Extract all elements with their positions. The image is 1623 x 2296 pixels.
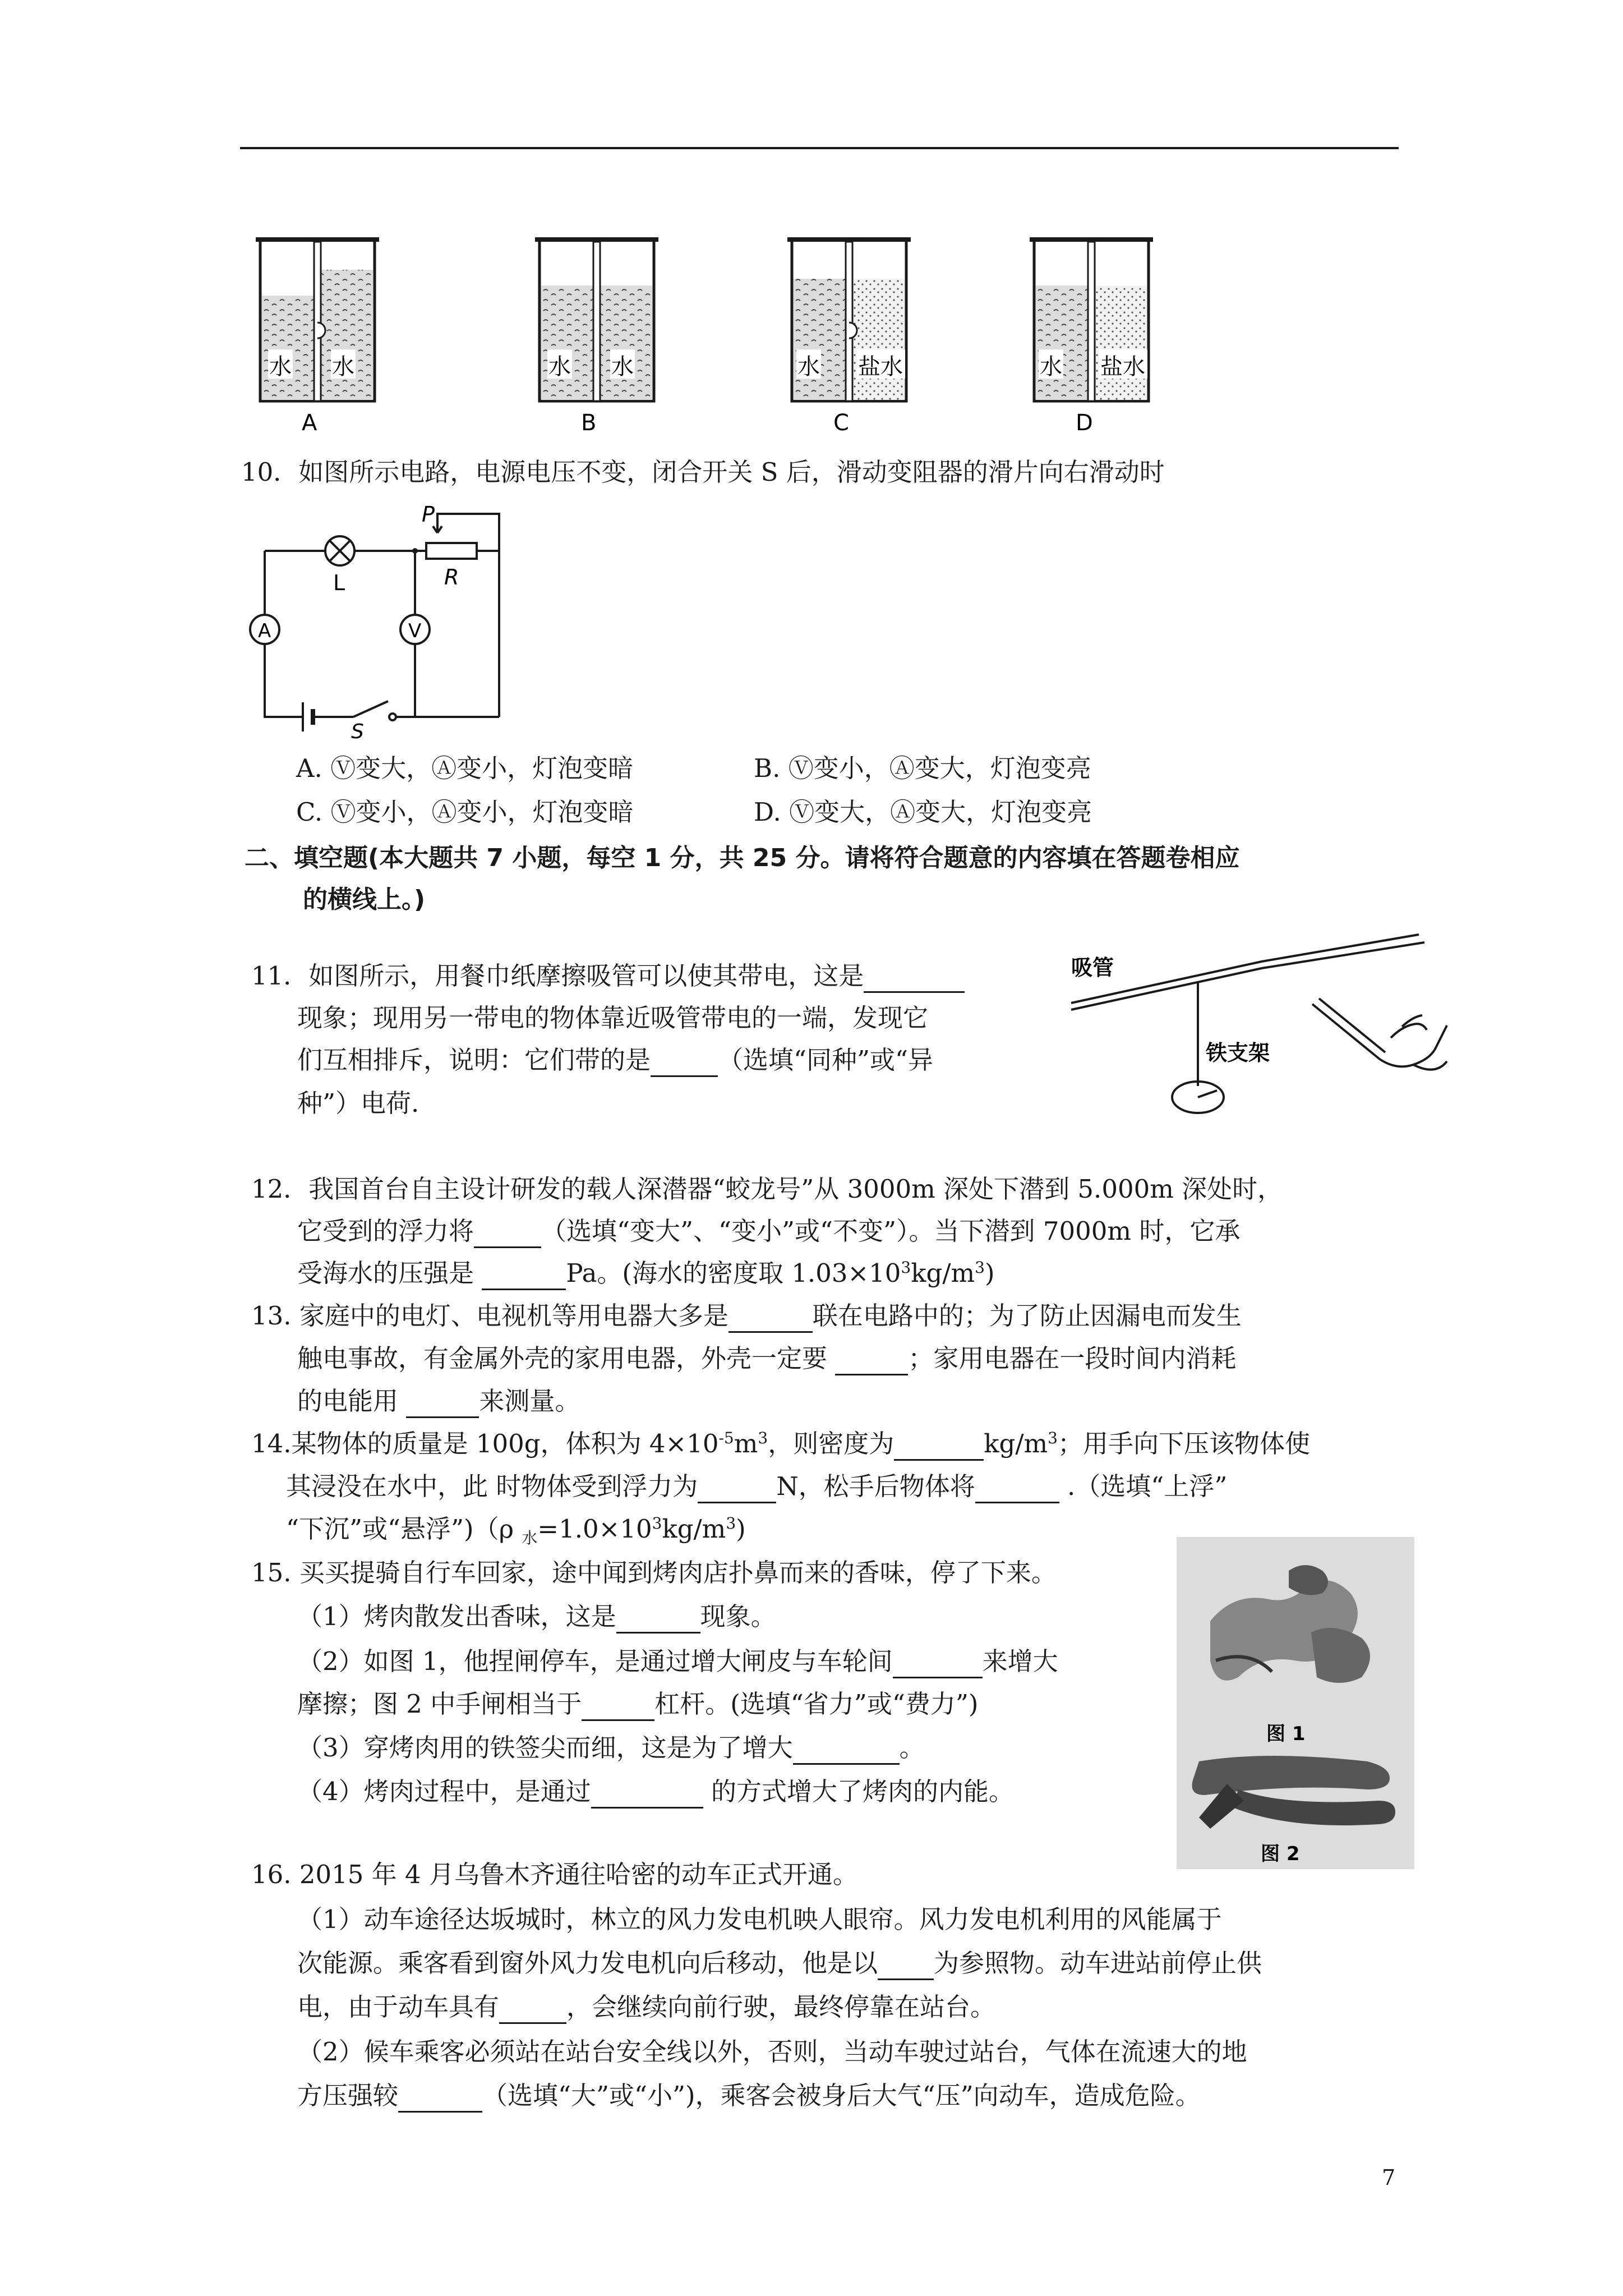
q13-line2: 触电事故，有金属外壳的家用电器，外壳一定要 ；家用电器在一段时间内消耗 (297, 1342, 1236, 1375)
voltmeter-icon: V (408, 620, 422, 642)
page-number: 7 (1382, 2165, 1396, 2190)
beaker-b-left-label: 水 (548, 354, 571, 380)
beaker-d (1030, 237, 1153, 435)
section2-heading-line2: 的横线上。) (303, 885, 426, 914)
q12-line2: 它受到的浮力将 （选填“变大”、“变小”或“不变”）。当下潜到 7000m 时，它承 (297, 1214, 1240, 1248)
stand-label: 铁支架 (1206, 1041, 1270, 1065)
beaker-a-right-label: 水 (332, 354, 354, 380)
q16-line3: 次能源。乘客看到窗外风力发电机向后移动，他是以 为参照物。动车进站前停止供 (297, 1947, 1262, 1980)
beaker-d-right-label: 盐水 (1100, 354, 1145, 380)
beaker-c-left-label: 水 (797, 354, 820, 380)
q15-line5: （3）穿烤肉用的铁签尖而细，这是为了增大 。 (297, 1731, 925, 1765)
q11-line3: 们互相排斥，说明：它们带的是 （选填“同种”或“异 (297, 1043, 933, 1077)
header-rule (240, 147, 1399, 149)
beaker-b (535, 237, 658, 435)
q15-line3: （2）如图 1，他捏闸停车，是通过增大闸皮与车轮间 来增大 (297, 1645, 1058, 1678)
q10-option-b: B. Ⓥ变小，Ⓐ变大，灯泡变亮 (754, 753, 1091, 783)
q15-line2: （1）烤肉散发出香味，这是 现象。 (297, 1600, 776, 1634)
circuit-diagram (241, 505, 533, 740)
beaker-c-right-label: 盐水 (858, 354, 903, 380)
circuit-p-label: P (422, 505, 435, 527)
beaker-d-letter: D (1076, 410, 1093, 435)
q14-line1: 14.某物体的质量是 100g，体积为 $4\times 10^{-5}m^3$，则密度为 $kg/m^3$；用手向下压该物体使 (251, 1427, 1310, 1461)
q16-line2: （1）动车途径达坂城时，林立的风力发电机映人眼帘。风力发电机利用的风能属于 (297, 1904, 1222, 1934)
q16-line5: （2）候车乘客必须站在站台安全线以外，否则，当动车驶过站台，气体在流速大的地 (297, 2037, 1247, 2067)
q14-line3: “下沉”或“悬浮”)（ρ $_水=1.0\times 10^3kg/m^3$) (286, 1514, 746, 1547)
beaker-b-letter: B (581, 410, 597, 435)
circuit-r-label: R (444, 565, 459, 590)
q10-option-c: C. Ⓥ变小，Ⓐ变小，灯泡变暗 (296, 797, 634, 827)
q16-line4: 电，由于动车具有 ，会继续向前行驶，最终停靠在站台。 (297, 1990, 995, 2024)
q11-line2: 现象；现用另一带电的物体靠近吸管带电的一端，发现它 (297, 1003, 929, 1033)
q14-line2: 其浸没在水中，此 时物体受到浮力为 N，松手后物体将 .（选填“上浮” (286, 1470, 1227, 1503)
beaker-b-right-label: 水 (611, 354, 634, 380)
q15-line4: 摩擦；图 2 中手闸相当于 杠杆。(选填“省力”或“费力”) (297, 1687, 978, 1721)
q12-line1: 12．我国首台自主设计研发的载人深潜器“蛟龙号”从 3000m 深处下潜到 5.000m 深处时， (251, 1174, 1283, 1204)
q12-line3: 受海水的压强是 Pa。(海水的密度取 $1.03\times 10^3kg/m^3$) (297, 1257, 995, 1290)
straw-label: 吸管 (1071, 955, 1114, 980)
q10-option-a: A. Ⓥ变大，Ⓐ变小，灯泡变暗 (296, 753, 634, 783)
fig1-label: 图 1 (1266, 1723, 1306, 1745)
q16-line1: 16. 2015 年 4 月乌鲁木齐通往哈密的动车正式开通。 (251, 1860, 858, 1889)
beaker-d-left-label: 水 (1040, 354, 1062, 380)
q13-line3: 的电能用 来测量。 (297, 1384, 580, 1418)
beaker-c (787, 237, 911, 435)
straw-figure (1066, 931, 1469, 1122)
circuit-s-label: S (351, 720, 364, 740)
q15-line6: （4）烤肉过程中，是通过 的方式增大了烤肉的内能。 (297, 1775, 1014, 1809)
section2-heading-line1: 二、填空题(本大题共 7 小题，每空 1 分，共 25 分。请将符合题意的内容填在答题卷相应 (245, 844, 1240, 872)
beaker-a (256, 237, 379, 435)
beaker-figure (247, 216, 1200, 435)
fig2-label: 图 2 (1261, 1843, 1300, 1865)
q11-line4: 种”）电荷. (297, 1088, 419, 1118)
q11-line1: 11．如图所示，用餐巾纸摩擦吸管可以使其带电，这是 (251, 959, 965, 993)
q15-line1: 15. 买买提骑自行车回家，途中闻到烤肉店扑鼻而来的香味，停了下来。 (251, 1558, 1057, 1588)
bike-brake-photo (1177, 1537, 1414, 1869)
ammeter-icon: A (258, 620, 271, 642)
q16-line6: 方压强较 （选填“大”或“小”)，乘客会被身后大气“压”向动车，造成危险。 (297, 2079, 1201, 2113)
beaker-a-left-label: 水 (269, 354, 292, 380)
q10-option-d: D. Ⓥ变大，Ⓐ变大，灯泡变亮 (754, 797, 1092, 827)
q13-line1: 13. 家庭中的电灯、电视机等用电器大多是 联在电路中的；为了防止因漏电而发生 (251, 1299, 1242, 1333)
beaker-c-letter: C (833, 410, 849, 435)
q10-stem: 10．如图所示电路，电源电压不变，闭合开关 S 后，滑动变阻器的滑片向右滑动时 (241, 457, 1165, 487)
beaker-a-letter: A (302, 410, 317, 435)
circuit-l-label: L (333, 570, 345, 595)
